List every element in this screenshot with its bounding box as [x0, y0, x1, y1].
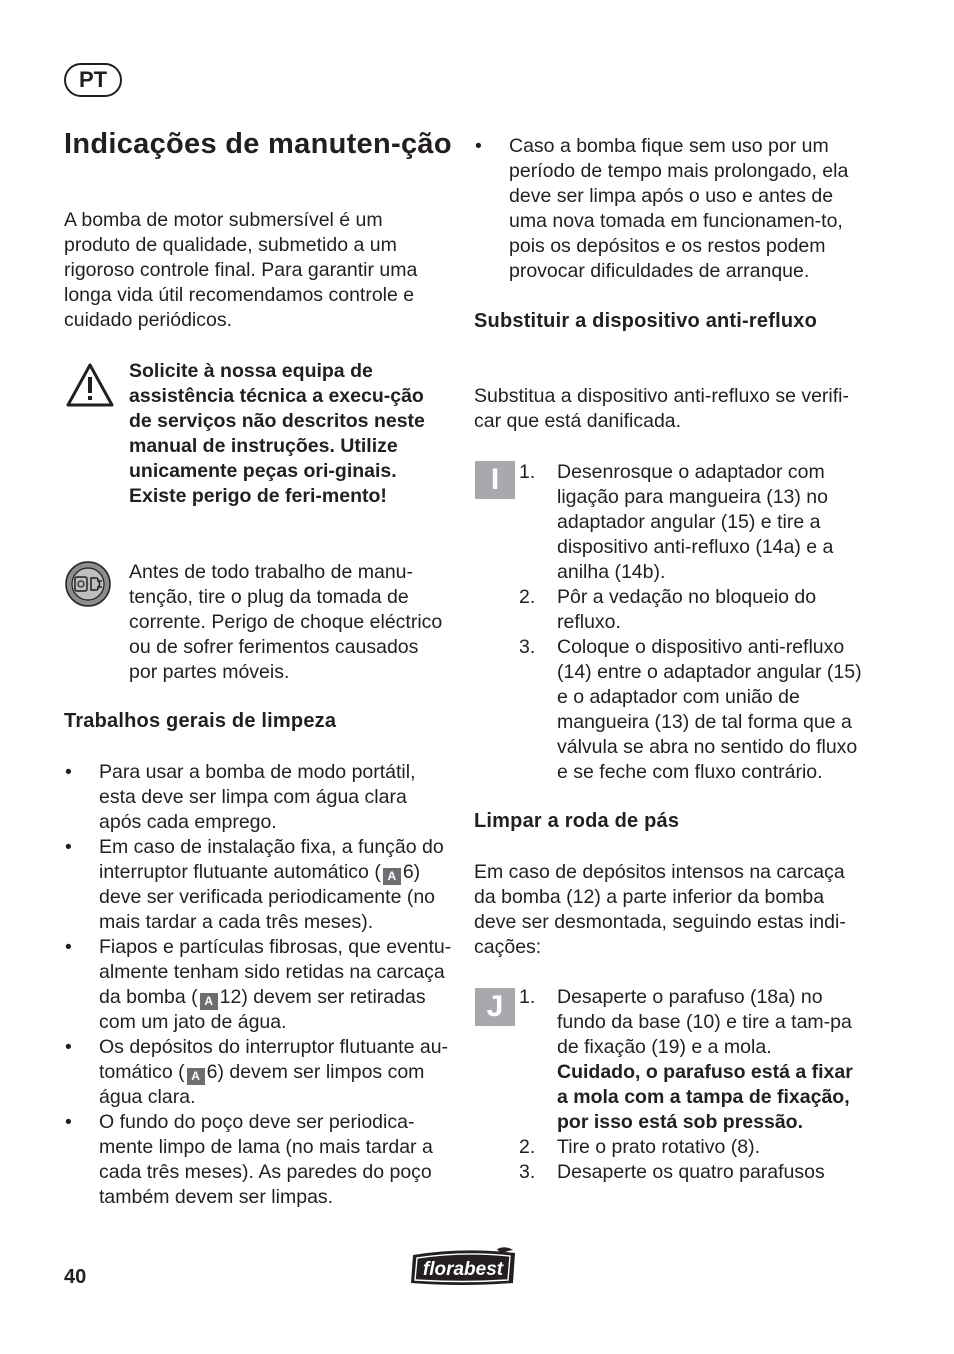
- list-item: • Para usar a bomba de modo portátil, esta deve ser limpa com água clara após cada emprego.: [64, 760, 454, 835]
- brand-logo: [405, 1245, 521, 1289]
- list-item: • O fundo do poço deve ser periodica-mente limpo de lama (no mais tardar a cada três meses). As paredes do poço também devem ser limpas.: [64, 1110, 454, 1210]
- antireflux-intro: Substitua a dispositivo anti-refluxo se verifi-car que está danificada.: [474, 385, 850, 432]
- figure-tag-i: I: [475, 461, 515, 499]
- cleaning-heading: Trabalhos gerais de limpeza: [64, 710, 337, 732]
- impeller-steps: [519, 985, 859, 1185]
- list-item: • Em caso de instalação fixa, a função do interruptor flutuante automático ( A 6) deve ser verificada periodicamente (no mais tardar a cada três meses).: [64, 835, 454, 935]
- unplug-note-text: Antes de todo trabalho de manu-tenção, tire o plug da tomada de corrente. Perigo de choque eléctrico ou de sofrer ferimentos causados por partes móveis.: [129, 561, 443, 683]
- list-item: 1. Desaperte o parafuso (18a) no fundo da base (10) e tire a tam-pa de fixação (19) e a mola. Cuidado, o parafuso está a fixar a mola com a tampa de fixação, por isso está sob pressão.: [519, 985, 859, 1135]
- page-title: Indicações de manuten-ção: [64, 128, 452, 160]
- figure-ref-badge: A: [187, 1068, 205, 1085]
- antireflux-heading: Substituir a dispositivo anti-refluxo: [474, 310, 817, 332]
- antireflux-steps: [519, 460, 864, 785]
- warning-text: Solicite à nossa equipa de assistência técnica a execu-ção de serviços não descritos neste manual de instruções. Utilize unicamente peças ori-ginais. Existe perigo de feri-mento!: [129, 360, 425, 507]
- impeller-heading: Limpar a roda de pás: [474, 810, 680, 832]
- impeller-intro: Em caso de depósitos intensos na carcaça da bomba (12) a parte inferior da bomba deve ser desmontada, seguindo estas indi-cações:: [474, 861, 846, 958]
- cleaning-list: [64, 760, 454, 1210]
- warning-triangle-icon: [65, 362, 115, 408]
- figure-ref-badge: A: [383, 868, 401, 885]
- figure-ref-badge: A: [200, 993, 218, 1010]
- list-item: • Os depósitos do interruptor flutuante au-tomático ( A 6) devem ser limpos com água clara.: [64, 1035, 454, 1110]
- figure-tag-j: J: [475, 988, 515, 1026]
- brand-logo-text: florabest: [422, 1259, 504, 1280]
- list-item: 3. Coloque o dispositivo anti-refluxo (14) entre o adaptador angular (15) e o adaptador com união de mangueira (13) de tal forma que a válvula se abra no sentido do fluxo e se feche com fluxo contrário.: [519, 636, 862, 783]
- storage-list: [474, 134, 859, 284]
- list-item: 1. Desenrosque o adaptador com ligação para mangueira (13) no adaptador angular (15) e tire a dispositivo anti-refluxo (14a) e a anilha (14b).: [519, 461, 834, 583]
- intro-paragraph: A bomba de motor submersível é um produto de qualidade, submetido a um rigoroso controle final. Para garantir uma longa vida útil recomendamos controle e cuidado periódicos.: [64, 209, 418, 331]
- list-item: 2. Tire o prato rotativo (8).: [519, 1136, 761, 1158]
- language-badge: PT: [64, 63, 122, 97]
- list-item: 3. Desaperte os quatro parafusos: [519, 1161, 825, 1183]
- unplug-icon: [64, 560, 112, 608]
- page-number: 40: [64, 1266, 87, 1288]
- caution-text: Cuidado, o parafuso está a fixar a mola com a tampa de fixação, por isso está sob pressão.: [557, 1061, 853, 1133]
- list-item: • Fiapos e partículas fibrosas, que eventu-almente tenham sido retidas na carcaça da bomba ( A 12) devem ser retiradas com um jato de água.: [64, 935, 454, 1035]
- list-item: • Caso a bomba fique sem uso por um período de tempo mais prolongado, ela deve ser limpa após o uso e antes de uma nova tomada em funcionamen-to, pois os depósitos e os restos podem provocar dificuldades de arranque.: [474, 134, 859, 284]
- list-item: 2. Pôr a vedação no bloqueio do refluxo.: [519, 586, 817, 633]
